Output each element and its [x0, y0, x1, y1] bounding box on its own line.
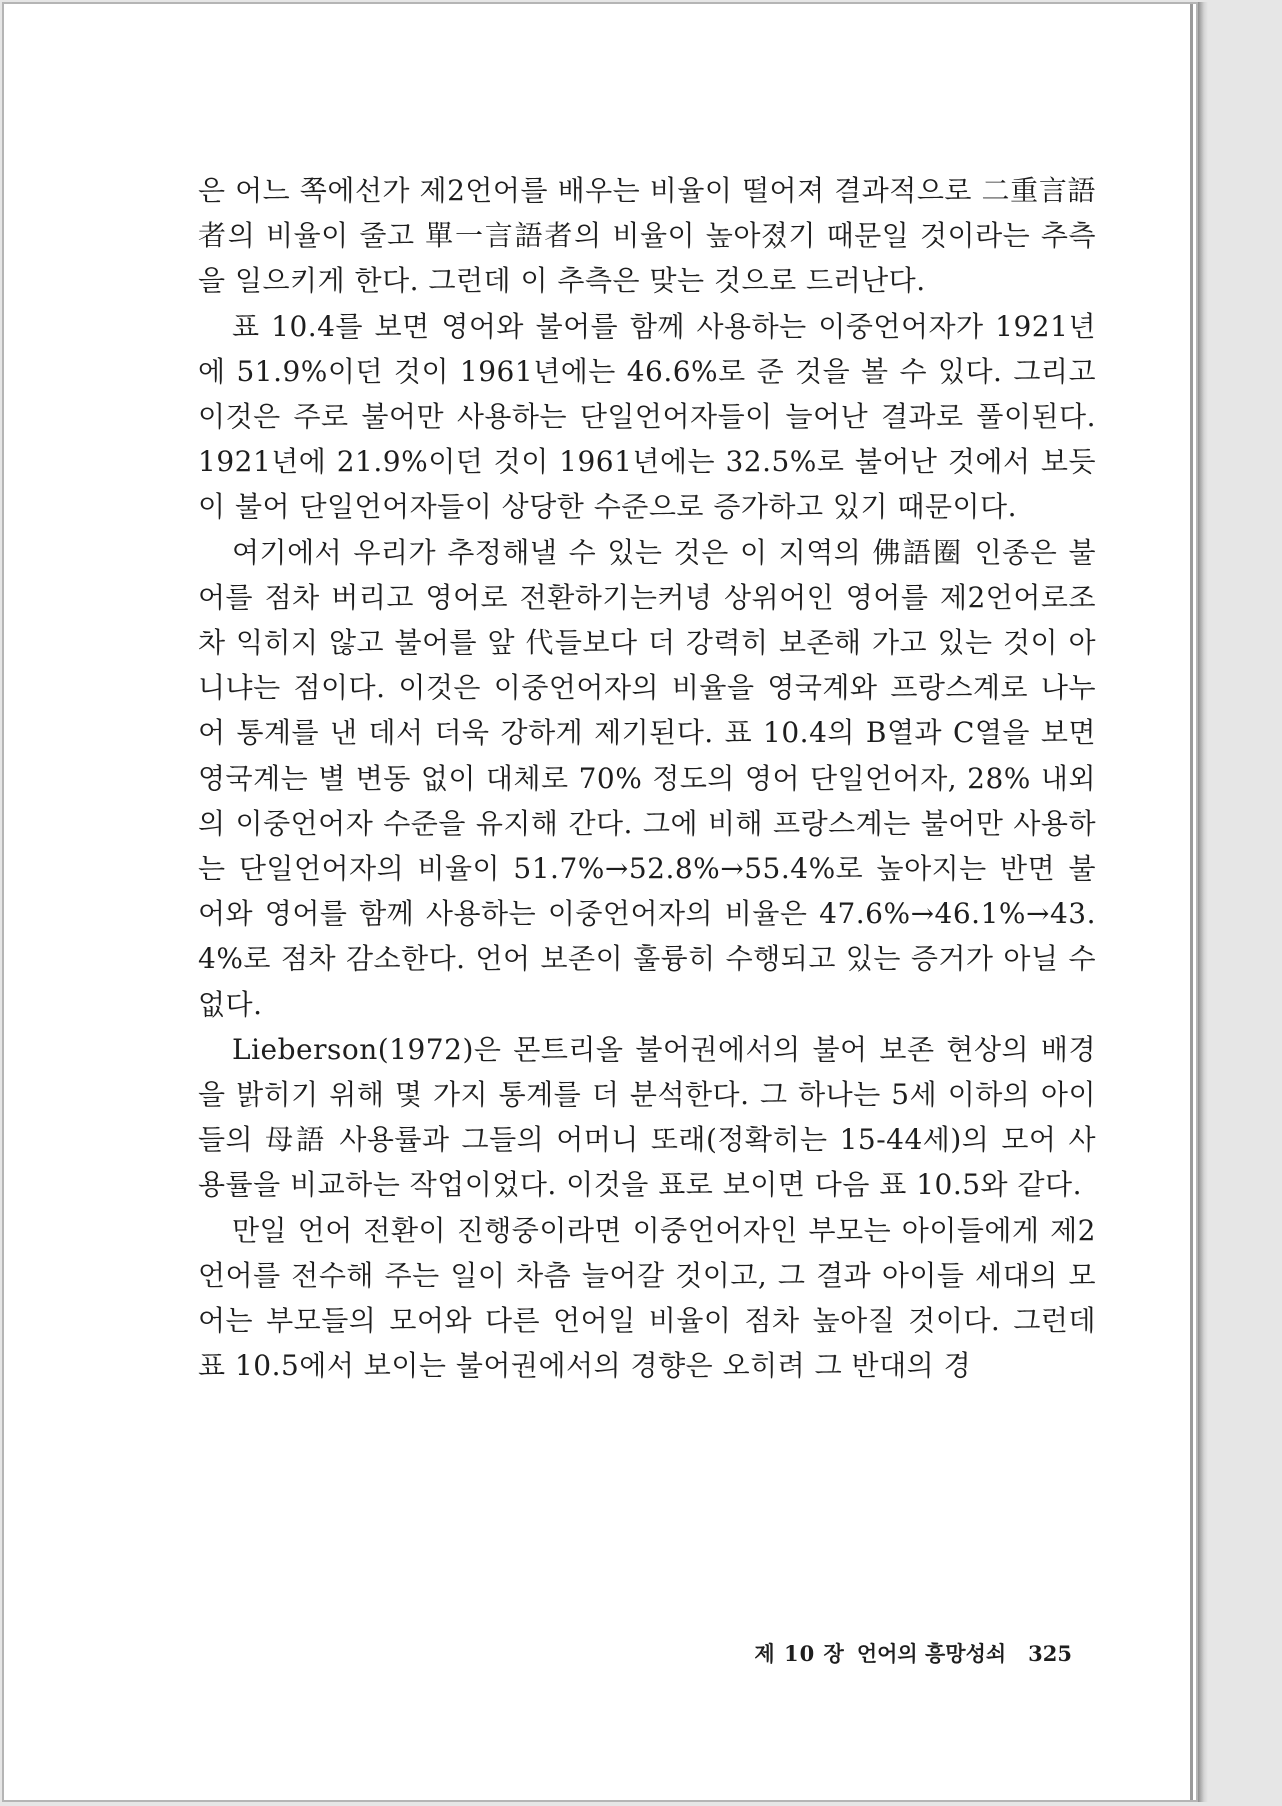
page-edge — [1190, 4, 1193, 1800]
paragraph-3: 여기에서 우리가 추정해낼 수 있는 것은 이 지역의 佛語圈 인종은 불어를 점차 버리고 영어로 전환하기는커녕 상위어인 영어를 제2언어로조차 익히지 않고 불어를 앞 代들보다 더 강력히 보존해 가고 있는 것이 아니냐는 점이다. 이것은 이중언어자의 비율을 영국계와 프랑스계로 나누어 통계를 낸 데서 더욱 강하게 제기된다. 표 10.4의 B열과 C열을 보면 영국계는 별 변동 없이 대체로 70% 정도의 영어 단일언어자, 28% 내외의 이중언어자 수준을 유지해 간다. 그에 비해 프랑스계는 불어만 사용하는 단일언어자의 비율이 51.7%→52.8%→55.4%로 높아지는 반면 불어와 영어를 함께 사용하는 이중언어자의 비율은 47.6%→46.1%→43.4%로 점차 감소한다. 언어 보존이 훌륭히 수행되고 있는 증거가 아닐 수 없다. — [198, 535, 1096, 1021]
paragraph-5: 만일 언어 전환이 진행중이라면 이중언어자인 부모는 아이들에게 제2언어를 전수해 주는 일이 차츰 늘어갈 것이고, 그 결과 아이들 세대의 모어는 부모들의 모어와 다른 언어일 비율이 점차 높아질 것이다. 그런데 표 10.5에서 보이는 불어권에서의 경향은 오히려 그 반대의 경 — [198, 1213, 1096, 1383]
paragraph-1: 은 어느 쪽에선가 제2언어를 배우는 비율이 떨어져 결과적으로 二重言語者의 비율이 줄고 單一言語者의 비율이 높아졌기 때문일 것이라는 추측을 일으키게 한다. 그런데 이 추측은 맞는 것으로 드러난다. — [198, 174, 1096, 298]
page-edge-shadow — [1198, 2, 1208, 1802]
paragraph-2: 표 10.4를 보면 영어와 불어를 함께 사용하는 이중언어자가 1921년에 51.9%이던 것이 1961년에는 46.6%로 준 것을 볼 수 있다. 그리고 이것은 주로 불어만 사용하는 단일언어자들이 늘어난 결과로 풀이된다. 1921년에 21.9%이던 것이 1961년에는 32.5%로 불어난 것에서 보듯이 불어 단일언어자들이 상당한 수준으로 증가하고 있기 때문이다. — [198, 309, 1096, 524]
footer-chapter: 제 10 장 — [754, 1641, 845, 1666]
footer-title: 언어의 흥망성쇠 — [856, 1641, 1007, 1666]
text-body — [198, 168, 1096, 1388]
paragraph-4: Lieberson(1972)은 몬트리올 불어권에서의 불어 보존 현상의 배경을 밝히기 위해 몇 가지 통계를 더 분석한다. 그 하나는 5세 이하의 아이들의 母語 사용률과 그들의 어머니 또래(정확히는 15-44세)의 모어 사용률을 비교하는 작업이었다. 이것을 표로 보이면 다음 표 10.5와 같다. — [198, 1032, 1096, 1202]
running-footer — [754, 1638, 1072, 1668]
page-number: 325 — [1028, 1641, 1072, 1666]
